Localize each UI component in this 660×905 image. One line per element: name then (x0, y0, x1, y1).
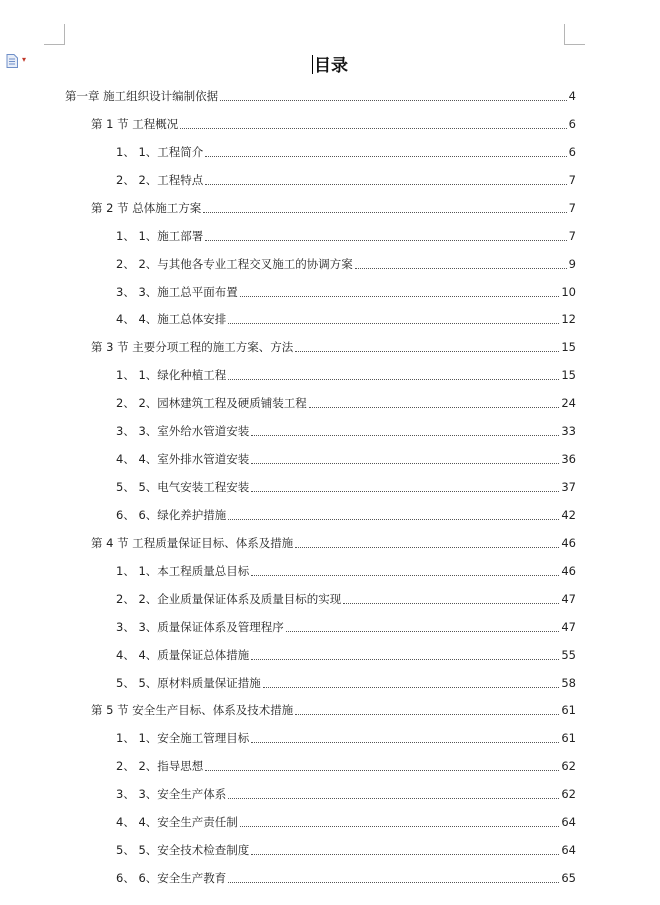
chevron-down-icon[interactable]: ▾ (22, 55, 27, 64)
toc-entry-label: 3、 3、室外给水管道安装 (116, 424, 250, 438)
toc-entry-page-number: 12 (561, 312, 576, 326)
toc-entry-label: 2、 2、企业质量保证体系及质量目标的实现 (116, 592, 342, 606)
toc-entry-label: 4、 4、施工总体安排 (116, 312, 227, 326)
toc-dot-leader (205, 239, 566, 241)
toc-entry-page-number: 47 (561, 592, 576, 606)
toc-entry[interactable] (116, 786, 576, 802)
toc-dot-leader (295, 546, 559, 548)
toc-entry[interactable] (116, 814, 576, 830)
toc-entry-label: 1、 1、绿化种植工程 (116, 368, 227, 382)
toc-entry-label: 4、 4、质量保证总体措施 (116, 648, 250, 662)
toc-dot-leader (251, 658, 559, 660)
toc-entry-label: 3、 3、施工总平面布置 (116, 285, 238, 299)
toc-entry[interactable] (116, 563, 576, 579)
toc-entry-label: 第 5 节 安全生产目标、体系及技术措施 (91, 703, 294, 717)
toc-entry[interactable] (116, 591, 576, 607)
toc-entry-page-number: 61 (561, 731, 576, 745)
toc-dot-leader (228, 378, 559, 380)
toc-entry[interactable] (116, 256, 576, 272)
toc-entry-page-number: 15 (561, 368, 576, 382)
toc-entry-page-number: 42 (561, 508, 576, 522)
toc-dot-leader (251, 741, 559, 743)
toc-entry-label: 1、 1、施工部署 (116, 229, 204, 243)
toc-entry[interactable] (116, 730, 576, 746)
toc-entry-label: 1、 1、本工程质量总目标 (116, 564, 250, 578)
toc-entry-label: 第 1 节 工程概况 (91, 117, 179, 131)
toc-dot-leader (263, 686, 560, 688)
toc-dot-leader (251, 574, 559, 576)
toc-dot-leader (228, 881, 559, 883)
toc-entry[interactable] (91, 200, 576, 216)
toc-entry-page-number: 6 (568, 145, 576, 159)
toc-entry-label: 第 4 节 工程质量保证目标、体系及措施 (91, 536, 294, 550)
toc-entry[interactable] (116, 395, 576, 411)
toc-entry-label: 1、 1、安全施工管理目标 (116, 731, 250, 745)
toc-entry[interactable] (116, 367, 576, 383)
toc-dot-leader (228, 797, 559, 799)
toc-entry-label: 1、 1、工程简介 (116, 145, 204, 159)
toc-entry[interactable] (116, 284, 576, 300)
toc-entry-label: 第 3 节 主要分项工程的施工方案、方法 (91, 340, 294, 354)
toc-entry-page-number: 55 (561, 648, 576, 662)
toc-entry-page-number: 7 (568, 201, 576, 215)
toc-dot-leader (309, 406, 560, 408)
toc-dot-leader (286, 630, 560, 632)
toc-entry[interactable] (116, 451, 576, 467)
toc-dot-leader (251, 853, 559, 855)
toc-entry-label: 2、 2、园林建筑工程及硬质铺装工程 (116, 396, 307, 410)
toc-entry-label: 5、 5、原材料质量保证措施 (116, 676, 261, 690)
toc-entry-page-number: 37 (561, 480, 576, 494)
toc-entry-label: 3、 3、质量保证体系及管理程序 (116, 620, 284, 634)
toc-entry-label: 第 2 节 总体施工方案 (91, 201, 202, 215)
page-corner-mark-top-left (44, 24, 65, 45)
toc-entry-page-number: 62 (561, 787, 576, 801)
toc-entry-label: 6、 6、安全生产教育 (116, 871, 227, 885)
toc-entry[interactable] (116, 647, 576, 663)
text-cursor (312, 55, 313, 74)
toc-entry-label: 5、 5、电气安装工程安装 (116, 480, 250, 494)
toc-entry-page-number: 62 (561, 759, 576, 773)
toc-dot-leader (228, 518, 559, 520)
toc-entry-label: 4、 4、室外排水管道安装 (116, 452, 250, 466)
toc-dot-leader (203, 211, 566, 213)
toc-dot-leader (205, 155, 566, 157)
toc-entry-page-number: 47 (561, 620, 576, 634)
toc-entry[interactable] (116, 172, 576, 188)
toc-entry[interactable] (116, 675, 576, 691)
toc-dot-leader (343, 602, 559, 604)
toc-entry[interactable] (116, 842, 576, 858)
toc-entry-page-number: 4 (568, 89, 576, 103)
toc-dot-leader (295, 713, 559, 715)
toc-entry[interactable] (91, 116, 576, 132)
toc-entry[interactable] (116, 870, 576, 886)
toc-entry-page-number: 15 (561, 340, 576, 354)
toc-entry-page-number: 65 (561, 871, 576, 885)
toc-dot-leader (295, 350, 559, 352)
toc-entry[interactable] (91, 339, 576, 355)
toc-dot-leader (240, 295, 560, 297)
toc-dot-leader (251, 462, 559, 464)
toc-entry-label: 第一章 施工组织设计编制依据 (65, 89, 219, 103)
toc-entry-page-number: 61 (561, 703, 576, 717)
toc-dot-leader (205, 183, 566, 185)
toc-entry-page-number: 36 (561, 452, 576, 466)
toc-entry-page-number: 7 (568, 229, 576, 243)
toc-entry-label: 3、 3、安全生产体系 (116, 787, 227, 801)
toc-dot-leader (205, 769, 559, 771)
toc-entry-page-number: 64 (561, 843, 576, 857)
toc-entry-page-number: 33 (561, 424, 576, 438)
toc-entry-page-number: 9 (568, 257, 576, 271)
toc-entry[interactable] (116, 479, 576, 495)
toc-dot-leader (240, 825, 560, 827)
page-corner-mark-top-right (564, 24, 585, 45)
toc-entry-page-number: 64 (561, 815, 576, 829)
toc-entry[interactable] (91, 702, 576, 718)
toc-dot-leader (228, 322, 559, 324)
toc-dot-leader (220, 99, 567, 101)
toc-entry-label: 2、 2、工程特点 (116, 173, 204, 187)
toc-entry[interactable] (116, 758, 576, 774)
page-title: 目录 (314, 56, 348, 76)
toc-entry-page-number: 58 (561, 676, 576, 690)
toc-entry[interactable] (91, 535, 576, 551)
toc-entry[interactable] (116, 228, 576, 244)
toc-dot-leader (355, 267, 567, 269)
toc-dot-leader (251, 490, 559, 492)
toc-entry-label: 5、 5、安全技术检查制度 (116, 843, 250, 857)
toc-dot-leader (180, 127, 566, 129)
toc-entry-page-number: 46 (561, 564, 576, 578)
toc-entry[interactable] (116, 144, 576, 160)
toc-entry-label: 2、 2、指导思想 (116, 759, 204, 773)
toc-entry-page-number: 24 (561, 396, 576, 410)
toc-entry-page-number: 10 (561, 285, 576, 299)
toc-entry-label: 2、 2、与其他各专业工程交叉施工的协调方案 (116, 257, 353, 271)
toc-entry[interactable] (116, 423, 576, 439)
toc-entry[interactable] (116, 311, 576, 327)
toc-entry-label: 4、 4、安全生产责任制 (116, 815, 238, 829)
toc-entry-page-number: 7 (568, 173, 576, 187)
toc-entry-label: 6、 6、绿化养护措施 (116, 508, 227, 522)
toc-entry-page-number: 46 (561, 536, 576, 550)
toc-entry[interactable] (116, 619, 576, 635)
toc-dot-leader (251, 434, 559, 436)
toc-entry[interactable] (116, 507, 576, 523)
toc-entry[interactable] (65, 88, 576, 104)
toc-entry-page-number: 6 (568, 117, 576, 131)
